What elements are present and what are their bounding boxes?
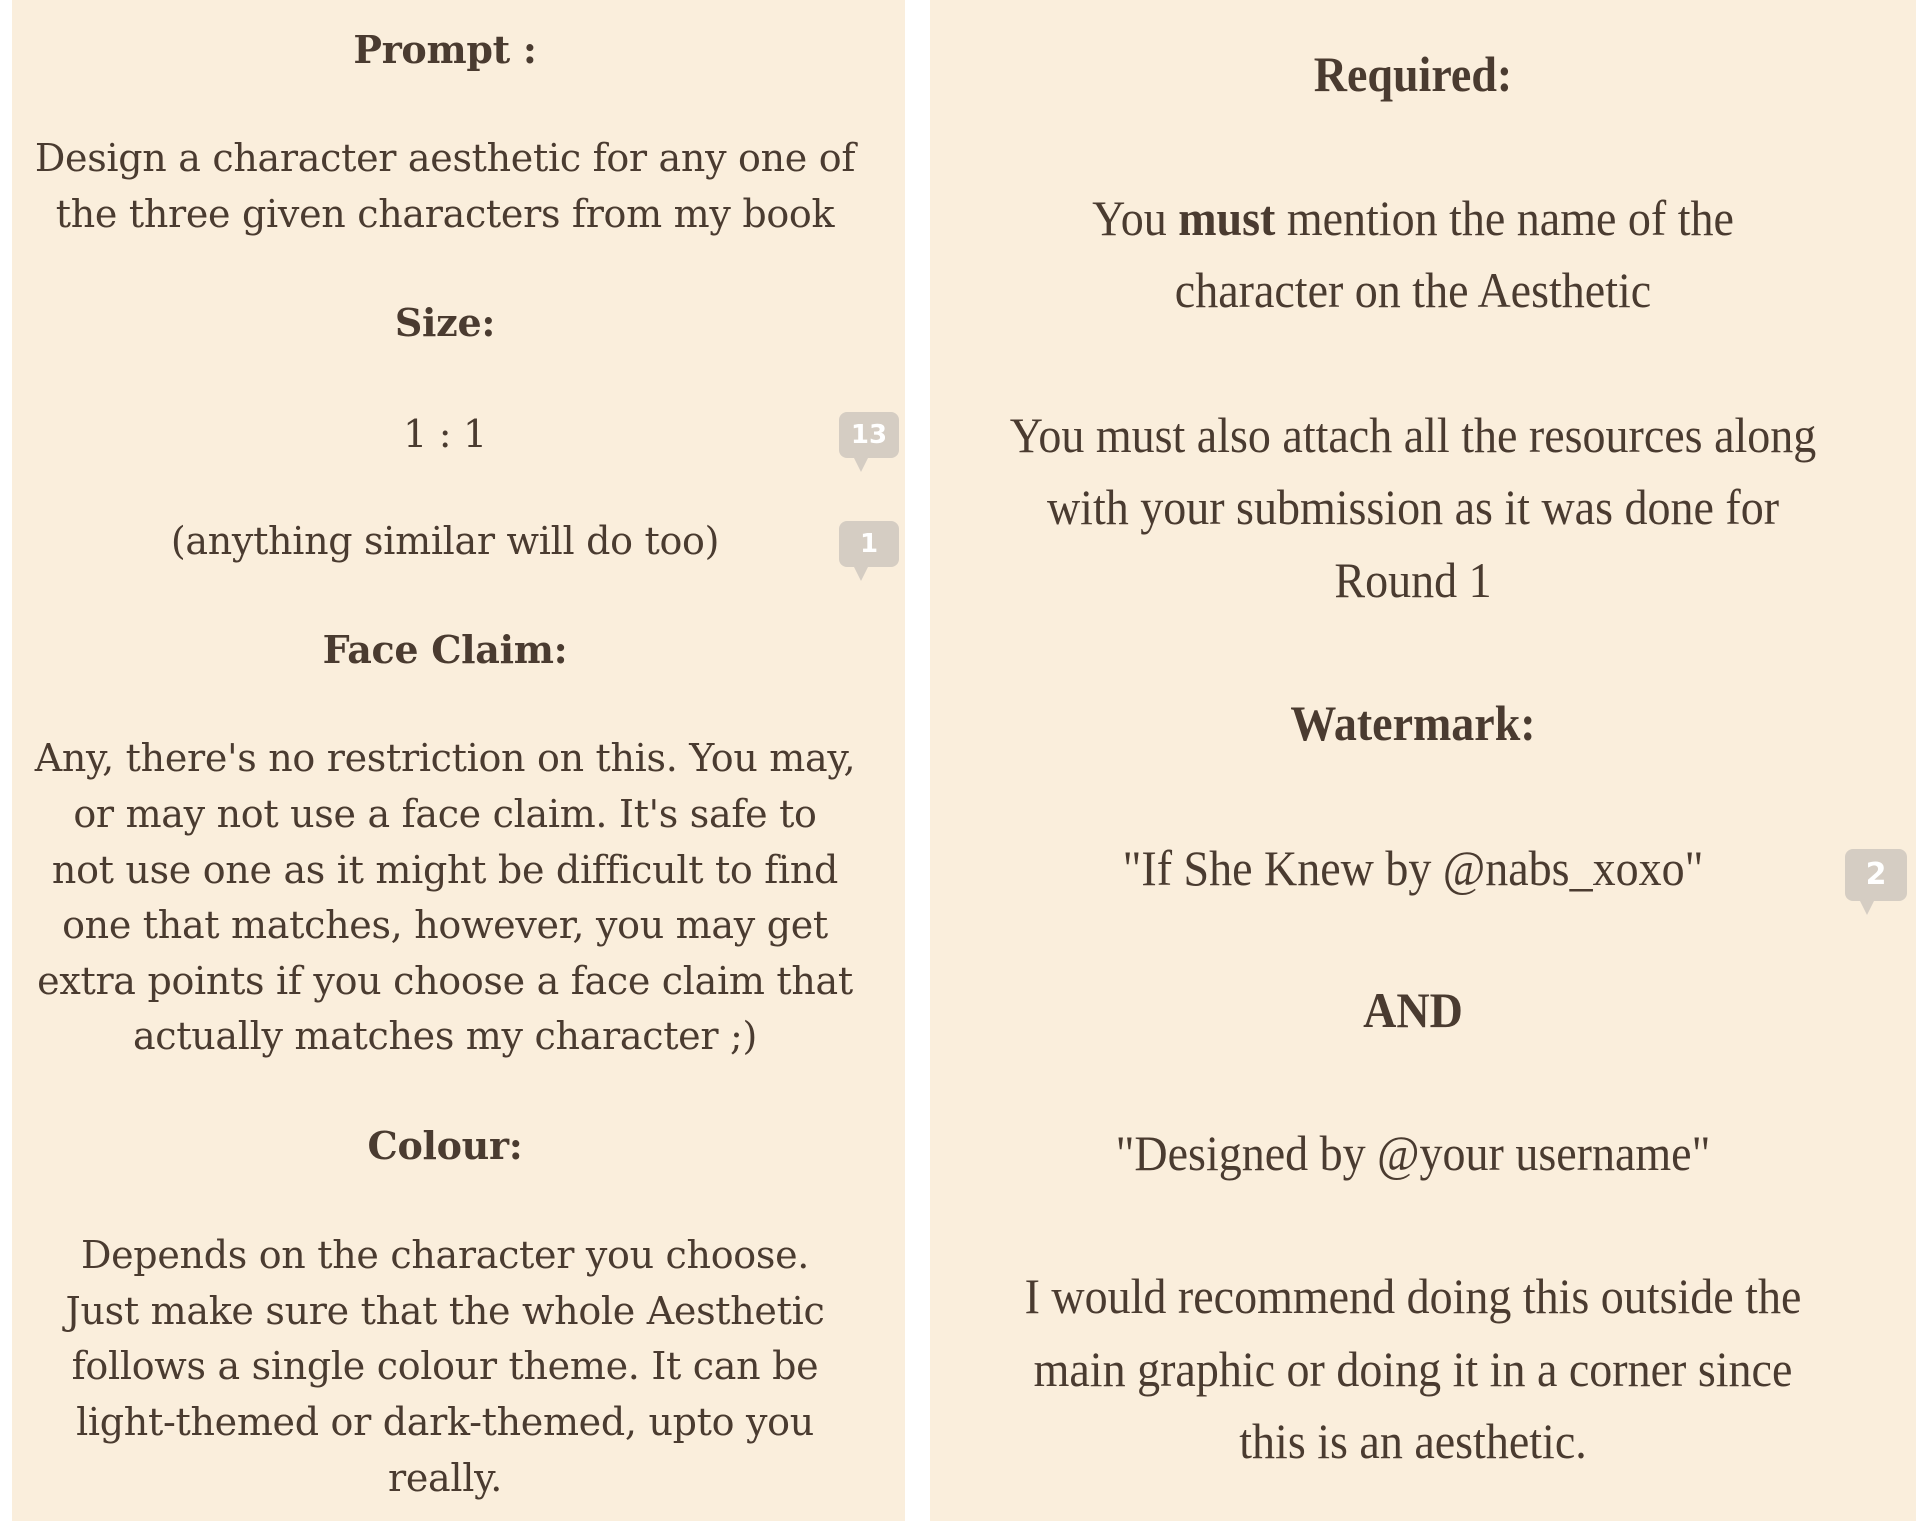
colour-text-line: light-themed or dark-themed, upto you — [76, 1400, 814, 1444]
comment-count-badge[interactable]: 13 — [839, 412, 899, 458]
face-claim-text-line: not use one as it might be difficult to find — [51, 848, 839, 892]
face-claim-text-line: actually matches my character ;) — [132, 1014, 758, 1058]
required-text-emphasis: must — [1178, 190, 1276, 246]
colour-heading: Colour: — [367, 1123, 523, 1168]
required-text-line: character on the Aesthetic — [1174, 262, 1652, 318]
and-text: AND — [1363, 982, 1463, 1038]
required-text-pre: You — [1092, 190, 1179, 246]
required-text-line — [969, 182, 1858, 254]
colour-text-line: follows a single colour theme. It can be — [71, 1344, 819, 1388]
resources-text-line: Round 1 — [1334, 552, 1492, 608]
face-claim-text-line: Any, there's no restriction on this. You may, — [34, 736, 856, 780]
watermark-heading: Watermark: — [1290, 695, 1536, 751]
size-value: 1 : 1 — [403, 412, 487, 456]
prompt-text-line: the three given characters from my book — [55, 192, 835, 236]
size-note: (anything similar will do too) — [170, 519, 720, 563]
recommend-text-line: I would recommend doing this outside the — [1024, 1268, 1802, 1324]
colour-text-line: really. — [387, 1456, 502, 1500]
right-document-panel — [930, 0, 1916, 1521]
colour-text-line: Depends on the character you choose. — [80, 1233, 810, 1277]
resources-text-line: You must also attach all the resources along — [1009, 407, 1817, 463]
face-claim-text-line: extra points if you choose a face claim that — [37, 959, 853, 1003]
face-claim-heading: Face Claim: — [322, 627, 568, 672]
face-claim-text-line: or may not use a face claim. It's safe to — [73, 792, 817, 836]
size-heading: Size: — [394, 300, 496, 345]
required-text-post: mention the name of the — [1275, 190, 1734, 246]
prompt-heading: Prompt : — [353, 27, 537, 72]
colour-text-line: Just make sure that the whole Aesthetic — [65, 1289, 825, 1333]
required-heading: Required: — [1313, 46, 1513, 102]
resources-text-line: with your submission as it was done for — [1046, 479, 1780, 535]
face-claim-text-line: one that matches, however, you may get — [62, 903, 828, 947]
prompt-text-line: Design a character aesthetic for any one of — [34, 136, 856, 180]
comment-count-badge[interactable]: 1 — [839, 521, 899, 567]
designed-by-text: "Designed by @your username" — [1115, 1125, 1711, 1181]
watermark-text: "If She Knew by @nabs_xoxo" — [1122, 840, 1704, 896]
comment-count-badge[interactable]: 2 — [1845, 849, 1907, 901]
recommend-text-line: this is an aesthetic. — [1239, 1413, 1587, 1469]
left-document-panel — [12, 0, 905, 1521]
recommend-text-line: main graphic or doing it in a corner since — [1033, 1341, 1793, 1397]
